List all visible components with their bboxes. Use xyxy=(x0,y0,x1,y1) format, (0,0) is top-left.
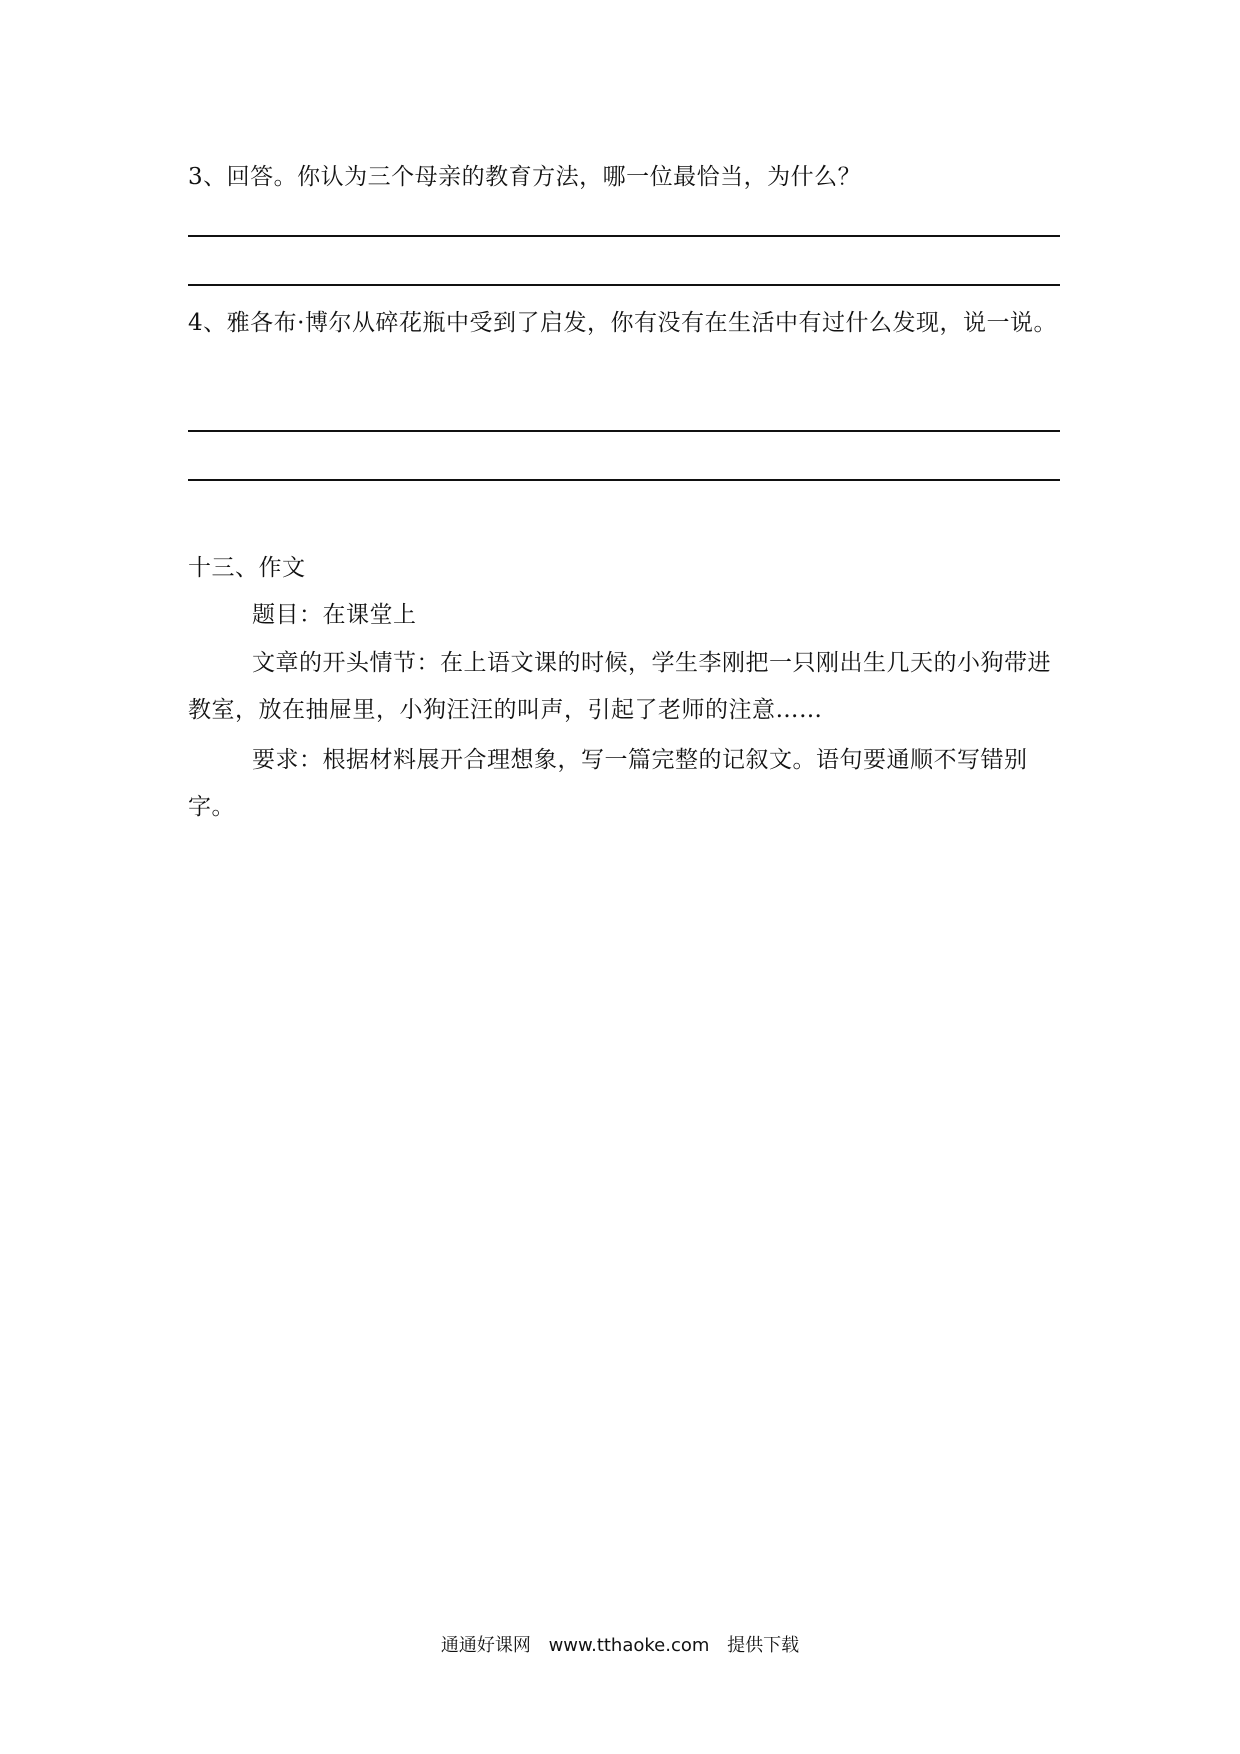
composition-requirement: 要求：根据材料展开合理想象，写一篇完整的记叙文。语句要通顺不写错别字。 xyxy=(188,747,1028,820)
composition-topic: 题目：在课堂上 xyxy=(252,602,417,628)
answer-line-q4-2 xyxy=(188,479,1060,481)
footer-url: www.tthaoke.com xyxy=(548,1635,710,1656)
footer-site-name: 通通好课网 xyxy=(440,1635,531,1656)
composition-opening: 文章的开头情节：在上语文课的时候，学生李刚把一只刚出生几天的小狗带进教室，放在抽屉里，小狗汪汪的叫声，引起了老师的注意…… xyxy=(188,650,1051,723)
footer-note: 提供下载 xyxy=(727,1635,800,1656)
answer-line-q3-2 xyxy=(188,284,1060,286)
question-3-text: 3、回答。你认为三个母亲的教育方法，哪一位最恰当，为什么？ xyxy=(188,164,862,190)
answer-line-q4-1 xyxy=(188,430,1060,432)
answer-line-q3-1 xyxy=(188,235,1060,237)
composition-heading: 十三、作文 xyxy=(188,555,306,581)
question-4-text: 4、雅各布·博尔从碎花瓶中受到了启发，你有没有在生活中有过什么发现，说一说。 xyxy=(188,310,1057,336)
page-footer xyxy=(0,1632,1240,1660)
